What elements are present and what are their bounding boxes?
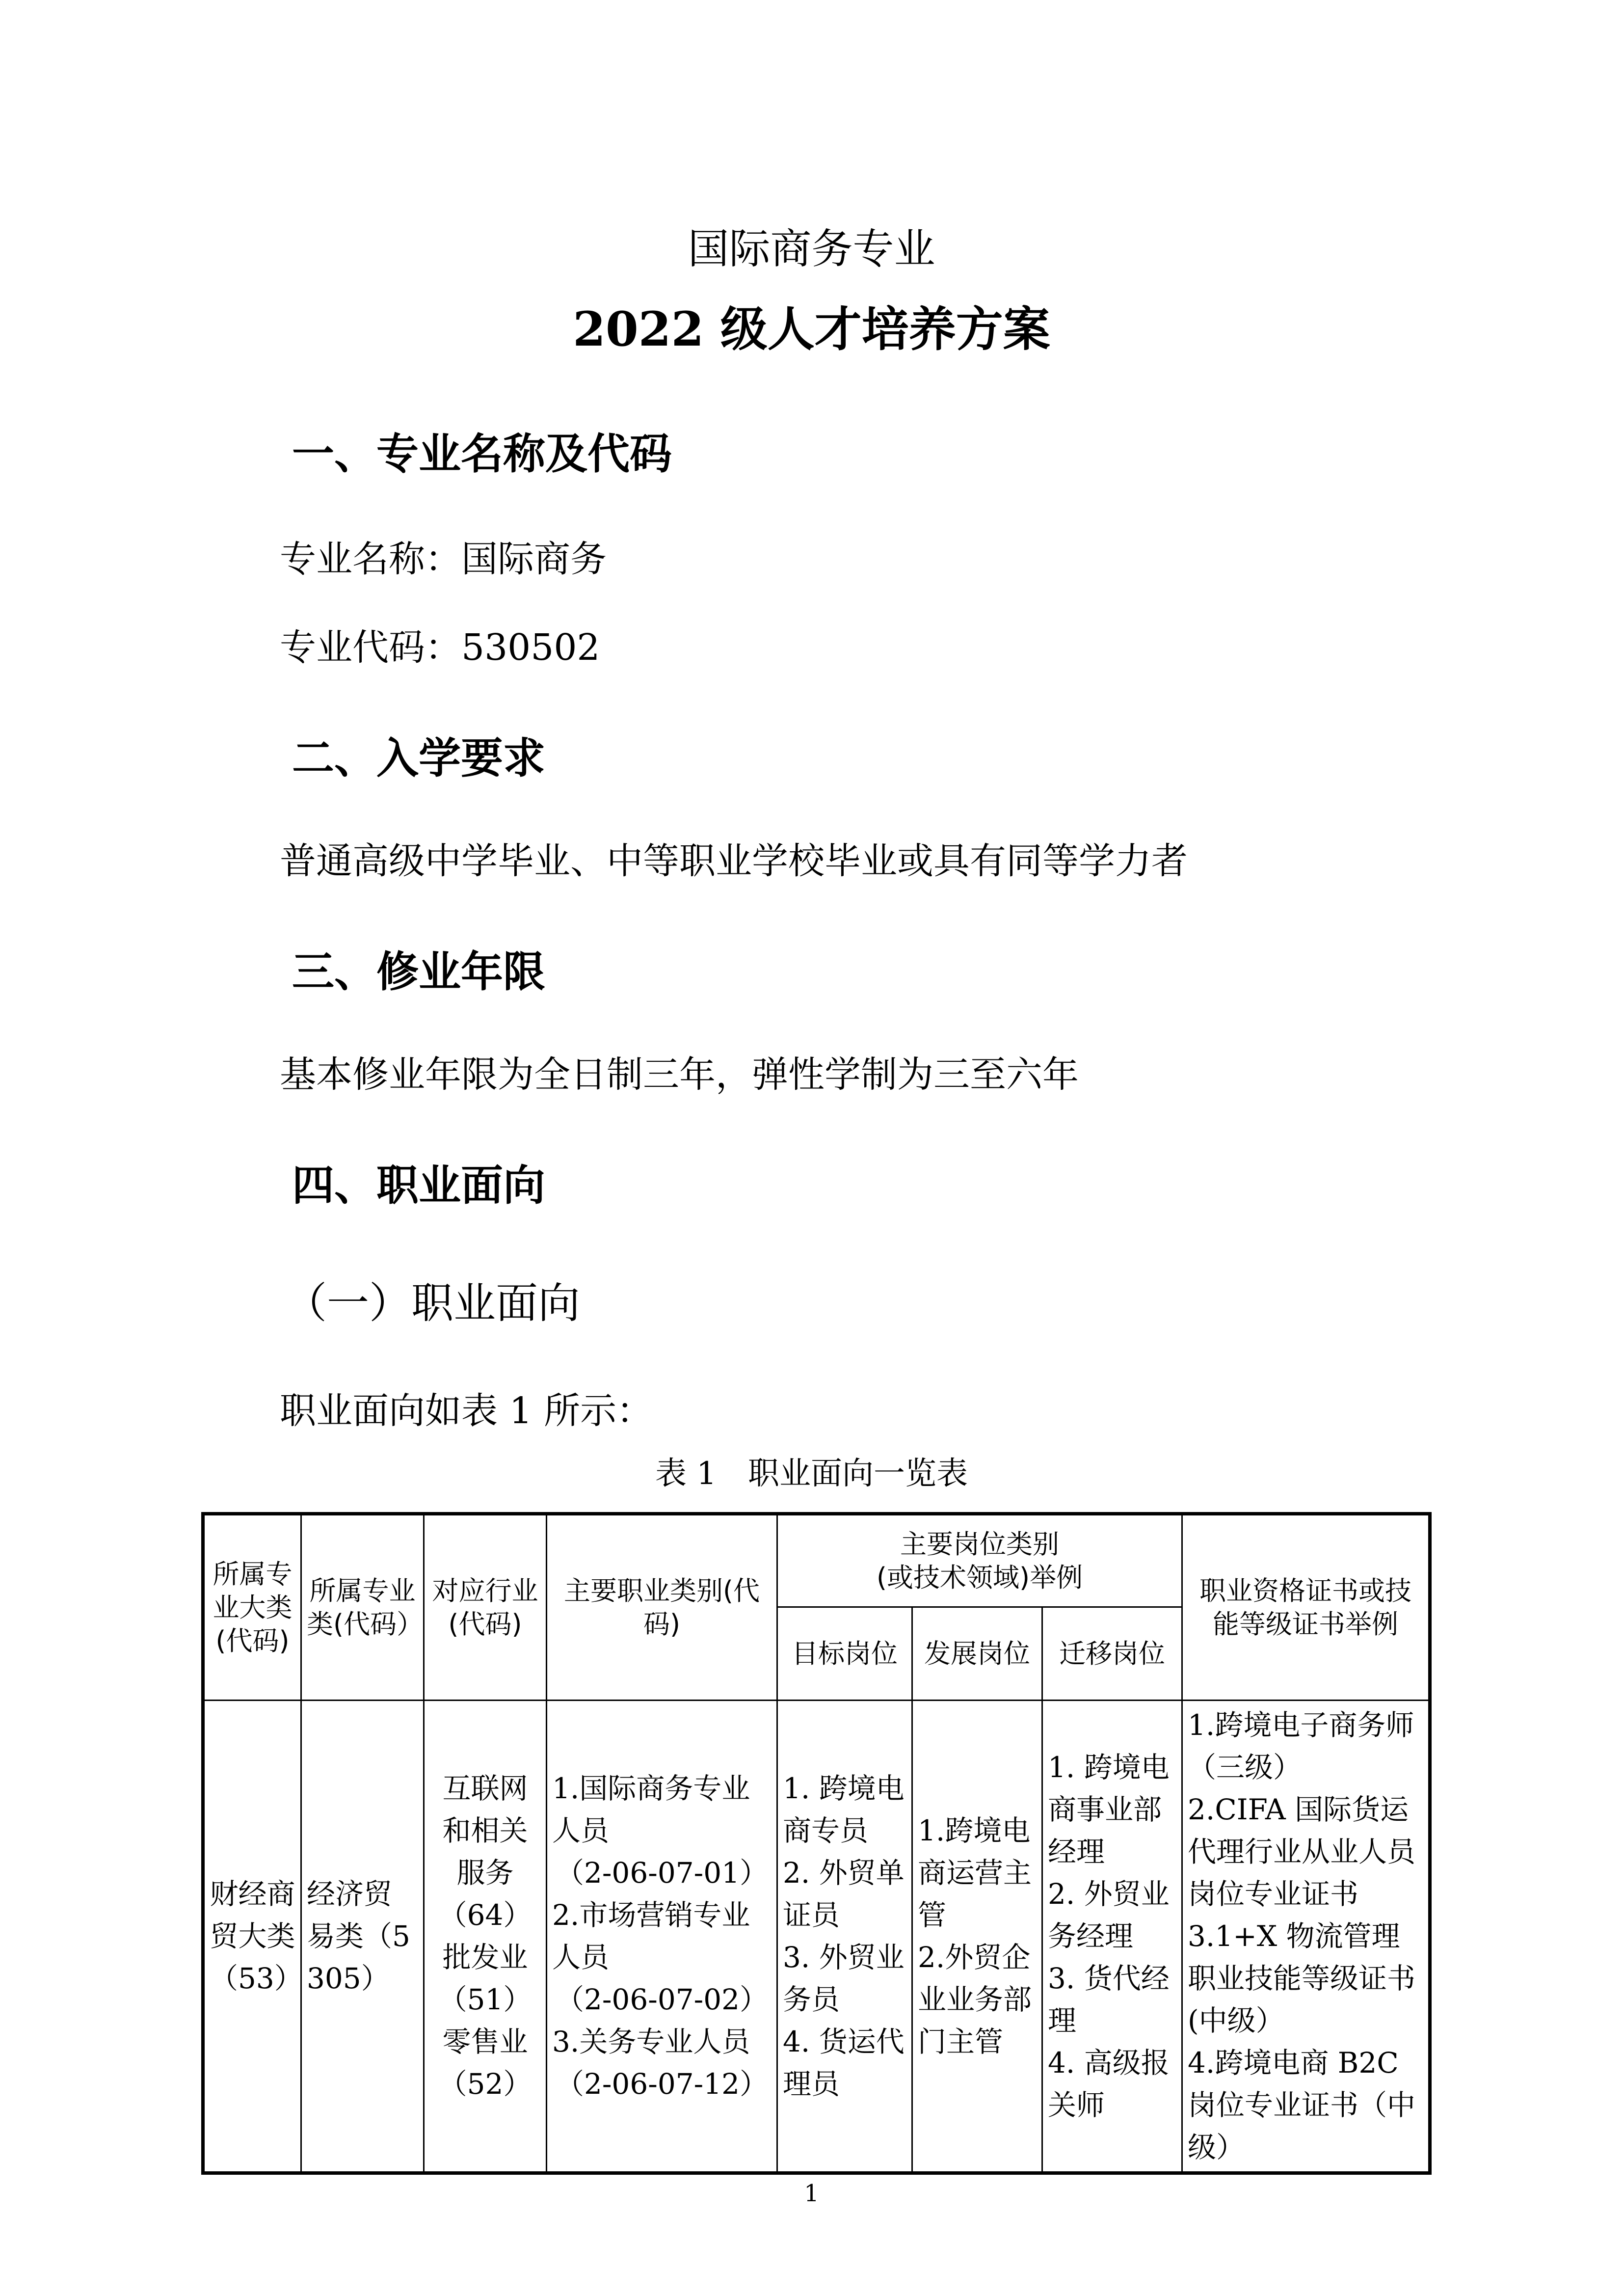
development-post: 1.跨境电商运营主管 [918,1814,1032,1932]
development-post: 2.外贸企业业务部门主管 [918,1941,1032,2058]
header-migration-posts: 迁移岗位 [1042,1607,1182,1701]
cell-major-category: 财经商贸大类（53） [203,1701,301,2173]
target-post: 4. 货运代理员 [783,2025,905,2101]
section-heading-2: 二、入学要求 [292,734,545,783]
table-caption: 表 1 职业面向一览表 [655,1456,968,1492]
header-target-posts: 目标岗位 [777,1607,912,1701]
migration-post: 2. 外贸业务经理 [1048,1877,1170,1953]
header-certificates: 职业资格证书或技能等级证书举例 [1182,1514,1430,1701]
target-post: 2. 外贸单证员 [783,1856,905,1932]
page-number: 1 [804,2180,819,2207]
migration-post: 1. 跨境电商事业部经理 [1048,1751,1170,1868]
cell-major-class: 经济贸易类（5305） [301,1701,424,2173]
occupation-code: （2-06-07-01） [555,1856,769,1890]
occupation-line: 3.关务专业人员 [552,2025,750,2058]
target-post: 3. 外贸业务员 [783,1941,905,2016]
target-post: 1. 跨境电商专员 [783,1772,905,1847]
industry-line: （52） [438,2067,532,2101]
document-title: 国际商务专业 [688,225,935,273]
table-row [203,1701,1430,2173]
header-industry: 对应行业(代码) [424,1514,547,1701]
industry-line: 互联网和相关服务 [442,1772,528,1890]
section-heading-1: 一、专业名称及代码 [292,430,672,479]
duration-text: 基本修业年限为全日制三年，弹性学制为三至六年 [280,1053,1079,1096]
industry-line: 批发业 [442,1941,528,1974]
header-post-group-line1: 主要岗位类别 [900,1528,1060,1560]
cell-occupations [547,1701,777,2173]
occupation-line: 2.市场营销专业人员 [552,1898,750,1974]
occupation-code: （2-06-07-02） [555,1983,769,2016]
certificate: 3.1+X 物流管理职业技能等级证书(中级） [1188,1919,1416,2037]
industry-line: 零售业 [442,2025,528,2058]
certificate: 2.CIFA 国际货运代理行业从业人员岗位专业证书 [1188,1793,1416,1911]
migration-post: 4. 高级报关师 [1048,2046,1170,2122]
certificate: 1.跨境电子商务师（三级） [1188,1708,1414,1784]
header-occupation: 主要职业类别(代码) [547,1514,777,1701]
cell-target-posts [777,1701,912,2173]
section-heading-4: 四、职业面向 [292,1161,545,1210]
header-development-posts: 发展岗位 [912,1607,1042,1701]
major-name-line: 专业名称：国际商务 [280,538,607,580]
admission-text: 普通高级中学毕业、中等职业学校毕业或具有同等学力者 [280,840,1188,882]
industry-line: （51） [438,1983,532,2016]
section-heading-3: 三、修业年限 [292,947,545,997]
cell-industry [424,1701,547,2173]
occupation-code: （2-06-07-12） [555,2067,769,2101]
header-post-group [777,1514,1182,1607]
header-major-category: 所属专业大类(代码) [203,1514,301,1701]
migration-post: 3. 货代经理 [1048,1962,1170,2037]
occupation-table [201,1512,1432,2175]
sub-heading-occupation: （一）职业面向 [285,1279,580,1328]
header-post-group-line2: (或技术领域)举例 [876,1562,1083,1593]
major-code-line: 专业代码：530502 [280,626,600,669]
certificate: 4.跨境电商 B2C 岗位专业证书（中级） [1188,2046,1416,2164]
cell-development-posts [912,1701,1042,2173]
header-major-class: 所属专业类(代码） [301,1514,424,1701]
document-subtitle: 2022 级人才培养方案 [573,301,1050,357]
cell-migration-posts [1042,1701,1182,2173]
occupation-line: 1.国际商务专业人员 [552,1772,750,1847]
industry-line: （64） [438,1898,532,1932]
table-intro: 职业面向如表 1 所示： [280,1390,653,1432]
cell-certificates [1182,1701,1430,2173]
